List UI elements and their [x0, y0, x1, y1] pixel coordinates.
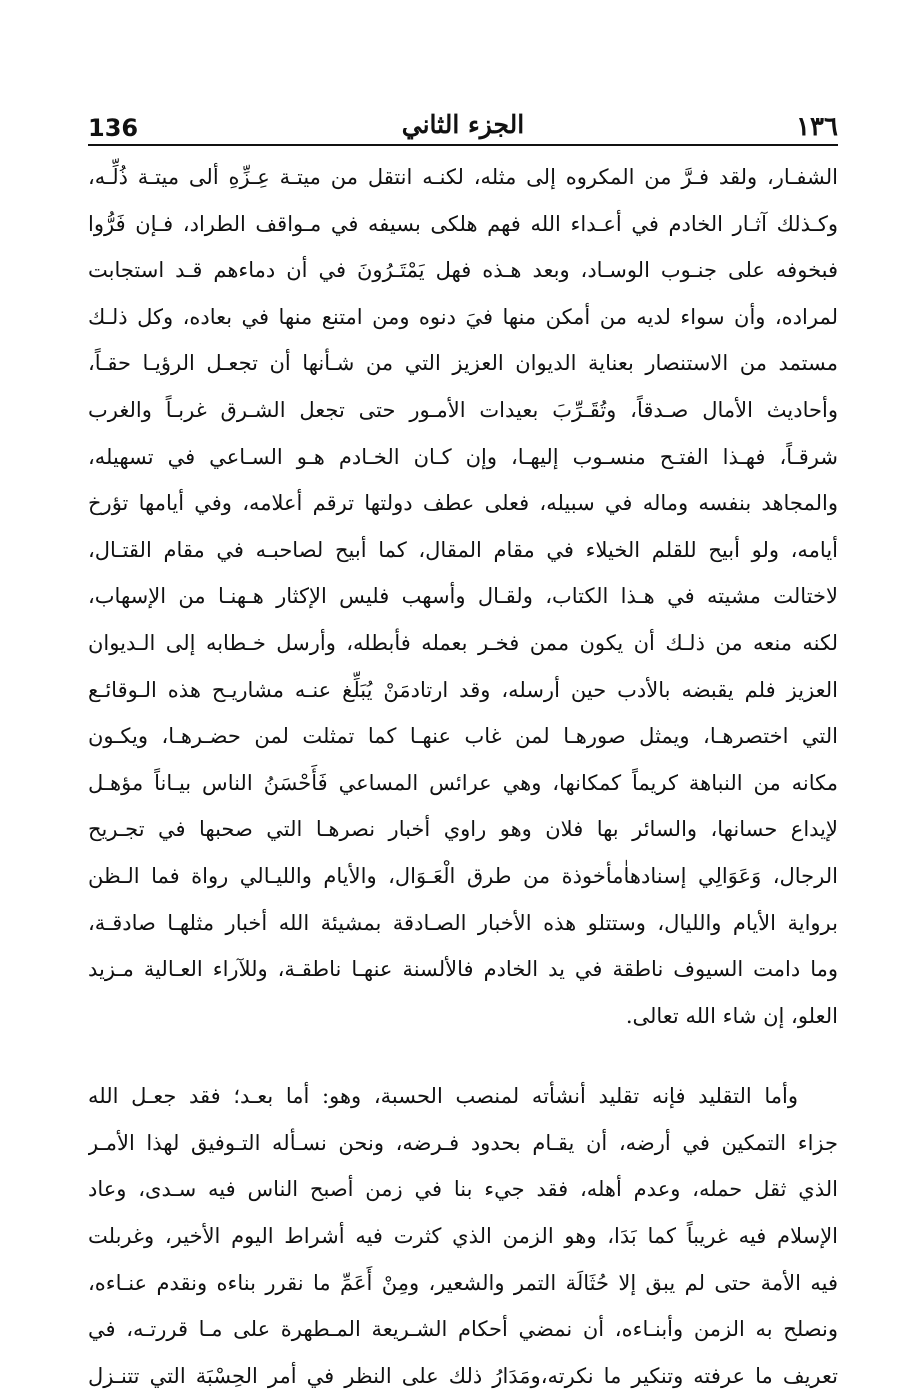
- text-line: والمجاهد بنفسه وماله في سبيله، فعلى عطف دولتها ترقم أعلامه، وفي أيامها تؤرخ: [88, 491, 838, 516]
- text-line: ونصلح به الزمن وأبنـاءه، أن نمضي أحكام الشـريعة المـطهرة على مـا قررتـه، في: [88, 1317, 838, 1342]
- header-rule: [88, 144, 838, 146]
- text-line: جزاء التمكين في أرضه، أن يقـام بحدود فـرضه، ونحن نسـأله التـوفيق لهذا الأمـر: [88, 1130, 838, 1155]
- text-line: الإسلام فيه غريباً كما بَدَا، وهو الزمن الذي كثرت فيه أشراط اليوم الأخير، وغربلت: [88, 1224, 838, 1249]
- paragraph-1: [88, 154, 838, 1039]
- page-number-arabic: ١٣٦: [796, 112, 838, 142]
- text-line: الرجال، وَعَوَالِي إسنادهاٰمأخوذة من طرق الْعَـوَال، والأيام والليـالي رواة فما الـظن: [88, 863, 838, 888]
- text-line: وأما التقليد فإنه تقليد أنشأته لمنصب الحسبة، وهو: أما بعـد؛ فقد جعـل الله: [88, 1084, 798, 1109]
- paragraph-gap: [88, 1039, 838, 1073]
- text-line: لكنه منعه من ذلـك أن يكون ممن فخـر بعمله فأبطله، وأرسل خـطابه إلى الـديوان: [88, 630, 838, 655]
- text-line: فبخوفه على جنـوب الوسـاد، وبعد هـذه فهل يَمْتَـرُونَ في أن دماءهم قـد استجابت: [88, 258, 838, 283]
- text-line: وما دامت السيوف ناطقة في يد الخادم فالألسنة عنهـا ناطقـة، وللآراء العـالية مـزيد: [88, 957, 838, 982]
- text-line: تعريف ما عرفته وتنكير ما نكرته،ومَدَارُ ذلك على النظر في أمر الحِسْبَة التي تتنـزل: [88, 1363, 838, 1388]
- book-page: [88, 100, 838, 1399]
- text-line: وكـذلك آثـار الخادم في أعـداء الله فهم هلكى بسيفه في مـواقف الطراد، فـإن فَرُّوا: [88, 211, 838, 236]
- text-line: فيه الأمة حتى لم يبق إلا حُثَالَة التمر والشعير، ومِنْ أَعَمِّ ما نقرر بناءه ونقدم عنـاءه،: [88, 1270, 838, 1295]
- page-number-latin: 136: [88, 114, 139, 142]
- text-line: مكانه من النباهة كريماً كمكانها، وهي عرائس المساعي فَأَحْسَنُ الناس بيـاناً مؤهـل: [88, 770, 838, 795]
- text-line: الذي ثقل حمله، وعدم أهله، فقد جيء بنا في زمن أصبح الناس فيه سـدى، وعاد: [88, 1177, 838, 1202]
- text-line: العلو، إن شاء الله تعالى.: [625, 1003, 838, 1028]
- text-line: لاختالت مشيته في هـذا الكتاب، ولقـال وأسهب فليس الإكثار هـهنـا من الإسهاب،: [88, 584, 838, 609]
- paragraph-2: [88, 1073, 838, 1399]
- text-line: لمراده، وأن سواء لديه من أمكن منها فيَ دنوه ومن امتنع منها في بعاده، وكل ذلـك: [88, 304, 838, 329]
- text-line: برواية الأيام والليال، وستتلو هذه الأخبار الصـادقة بمشيئة الله أخبار مثلهـا صادقـة،: [88, 910, 838, 935]
- page-header: [88, 100, 838, 144]
- text-line: العزيز فلم يقبضه بالأدب حين أرسله، وقد ارتادمَنْ يُبَلِّغ عنـه مشاريـح هذه الـوقائـع: [88, 677, 838, 702]
- text-line: أيامه، ولو أبيح للقلم الخيلاء في مقام المقال، كما أبيح لصاحبـه في مقام القتـال،: [88, 537, 838, 562]
- text-line: التي اختصرهـا، ويمثل صورهـا لمن غاب عنهـا كما تمثلت لمن حضـرهـا، ويكـون: [88, 724, 838, 749]
- text-line: الشفـار، ولقد فـرَّ من المكروه إلى مثله، لكنـه انتقل من ميتـة عِـزِّهِ ألى ميتـة ذُلِّـه،: [88, 165, 838, 189]
- text-line: شرقـاً، فهـذا الفتـح منسـوب إليهـا، وإن كـان الخـادم هـو السـاعي في تسهيله،: [88, 444, 838, 469]
- volume-title: الجزء الثاني: [401, 110, 525, 139]
- text-line: مستمد من الاستنصار بعناية الديوان العزيز التي من شـأنها أن تجعـل الرؤيـا حقـاً،: [88, 351, 838, 376]
- text-line: لإيداع حسانها، والسائر بها فلان وهو راوي أخبار نصرهـا التي صحبها في تجـريح: [88, 817, 838, 842]
- text-line: وأحاديث الأمال صـدقاً، وتُقَـرِّبَ بعيدات الأمـور حتى تجعل الشـرق غربـاً والغرب: [88, 397, 838, 422]
